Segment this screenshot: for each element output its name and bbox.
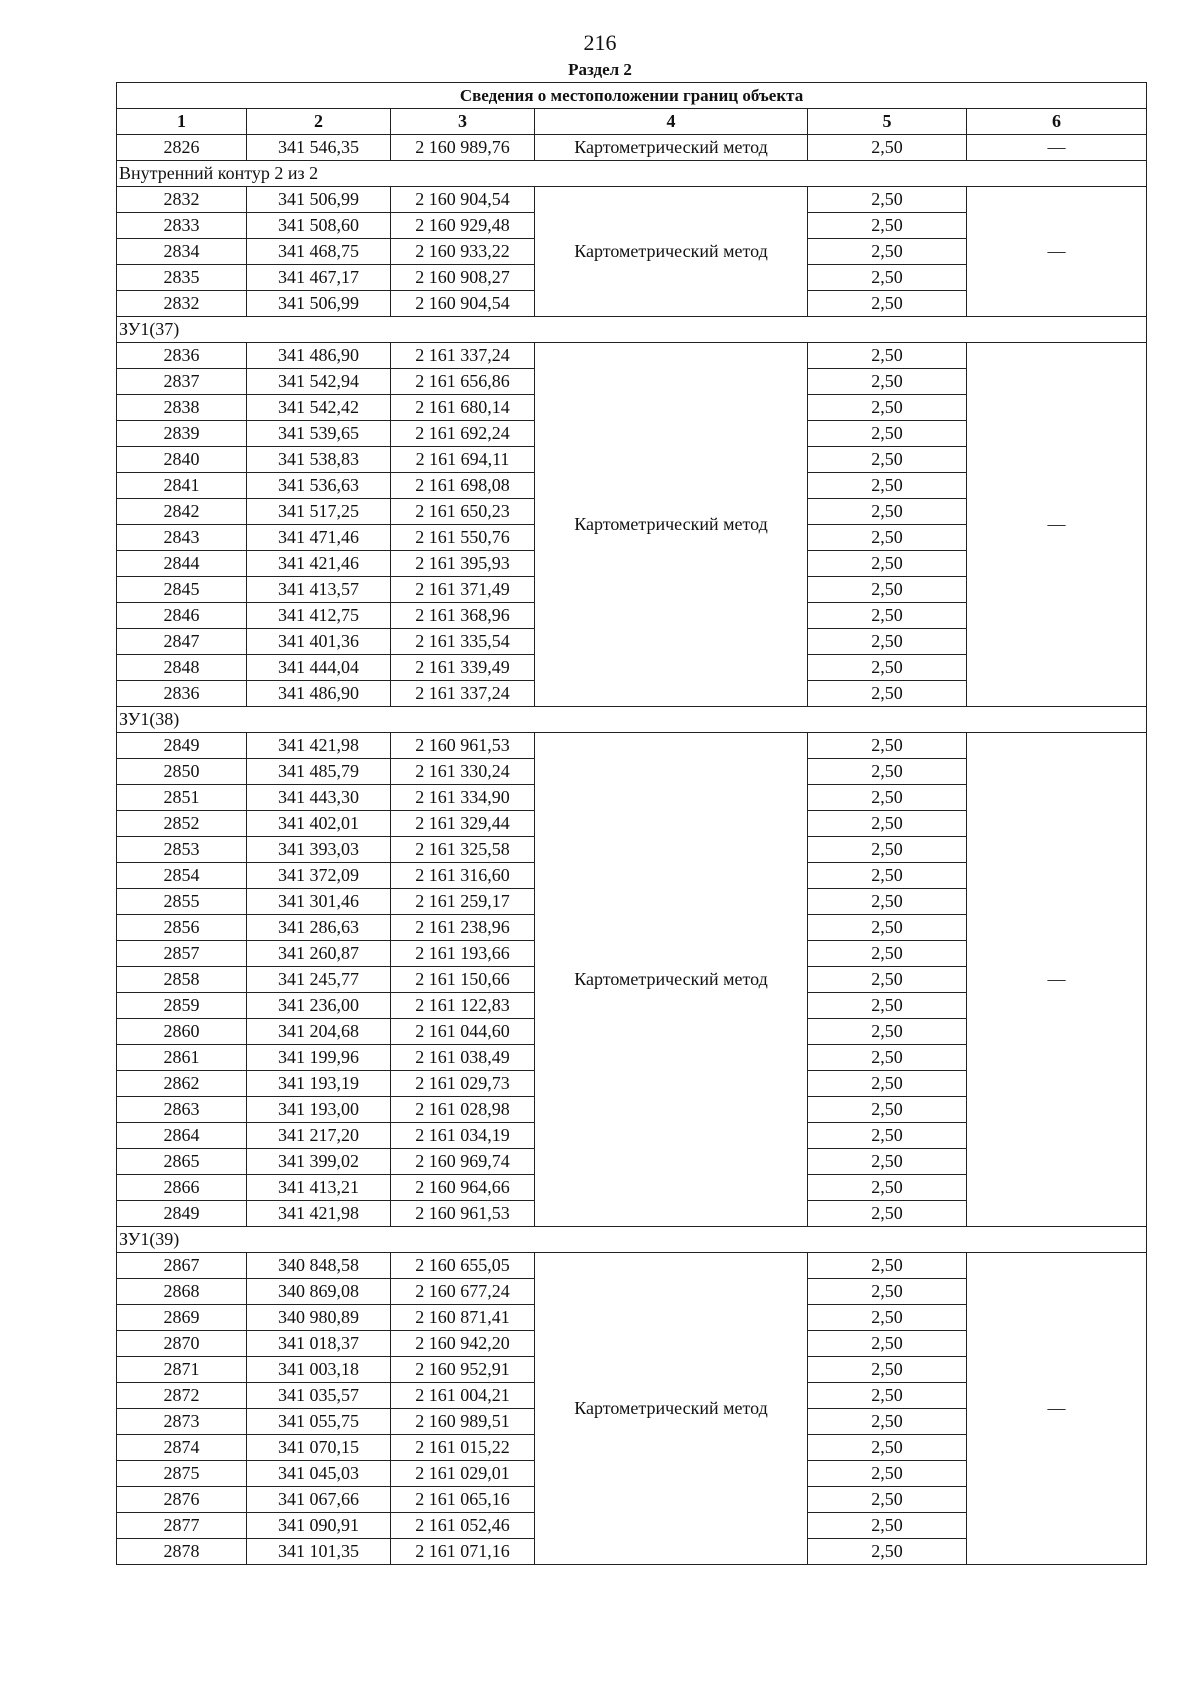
accuracy-cell: 2,50 xyxy=(808,213,967,239)
x-coordinate-cell: 341 193,00 xyxy=(247,1097,391,1123)
y-coordinate-cell: 2 161 337,24 xyxy=(391,343,535,369)
y-coordinate-cell: 2 161 694,11 xyxy=(391,447,535,473)
x-coordinate-cell: 341 443,30 xyxy=(247,785,391,811)
x-coordinate-cell: 341 546,35 xyxy=(247,135,391,161)
x-coordinate-cell: 341 090,91 xyxy=(247,1513,391,1539)
accuracy-cell: 2,50 xyxy=(808,759,967,785)
accuracy-cell: 2,50 xyxy=(808,1253,967,1279)
y-coordinate-cell: 2 161 371,49 xyxy=(391,577,535,603)
coordinates-table xyxy=(116,82,1147,1565)
y-coordinate-cell: 2 160 871,41 xyxy=(391,1305,535,1331)
accuracy-cell: 2,50 xyxy=(808,135,967,161)
accuracy-cell: 2,50 xyxy=(808,889,967,915)
x-coordinate-cell: 341 045,03 xyxy=(247,1461,391,1487)
x-coordinate-cell: 341 193,19 xyxy=(247,1071,391,1097)
x-coordinate-cell: 341 421,46 xyxy=(247,551,391,577)
accuracy-cell: 2,50 xyxy=(808,369,967,395)
point-number-cell: 2845 xyxy=(117,577,247,603)
accuracy-cell: 2,50 xyxy=(808,1461,967,1487)
point-number-cell: 2862 xyxy=(117,1071,247,1097)
method-cell: Картометрический метод xyxy=(535,187,808,317)
method-cell: Картометрический метод xyxy=(535,1253,808,1565)
y-coordinate-cell: 2 161 028,98 xyxy=(391,1097,535,1123)
accuracy-cell: 2,50 xyxy=(808,239,967,265)
accuracy-cell: 2,50 xyxy=(808,863,967,889)
accuracy-cell: 2,50 xyxy=(808,1539,967,1565)
point-number-cell: 2849 xyxy=(117,733,247,759)
x-coordinate-cell: 341 506,99 xyxy=(247,187,391,213)
y-coordinate-cell: 2 161 692,24 xyxy=(391,421,535,447)
y-coordinate-cell: 2 160 961,53 xyxy=(391,1201,535,1227)
y-coordinate-cell: 2 161 334,90 xyxy=(391,785,535,811)
point-number-cell: 2841 xyxy=(117,473,247,499)
point-number-cell: 2872 xyxy=(117,1383,247,1409)
table-row xyxy=(117,343,1147,369)
accuracy-cell: 2,50 xyxy=(808,681,967,707)
accuracy-cell: 2,50 xyxy=(808,1149,967,1175)
accuracy-cell: 2,50 xyxy=(808,577,967,603)
method-cell: Картометрический метод xyxy=(535,135,808,161)
point-number-cell: 2846 xyxy=(117,603,247,629)
y-coordinate-cell: 2 160 908,27 xyxy=(391,265,535,291)
point-number-cell: 2834 xyxy=(117,239,247,265)
y-coordinate-cell: 2 160 904,54 xyxy=(391,291,535,317)
point-number-cell: 2832 xyxy=(117,187,247,213)
y-coordinate-cell: 2 161 071,16 xyxy=(391,1539,535,1565)
table-title: Сведения о местоположении границ объекта xyxy=(117,83,1147,109)
x-coordinate-cell: 341 245,77 xyxy=(247,967,391,993)
method-cell: Картометрический метод xyxy=(535,343,808,707)
point-number-cell: 2844 xyxy=(117,551,247,577)
x-coordinate-cell: 341 393,03 xyxy=(247,837,391,863)
point-number-cell: 2836 xyxy=(117,681,247,707)
point-number-cell: 2852 xyxy=(117,811,247,837)
point-number-cell: 2861 xyxy=(117,1045,247,1071)
accuracy-cell: 2,50 xyxy=(808,1097,967,1123)
point-number-cell: 2851 xyxy=(117,785,247,811)
x-coordinate-cell: 341 260,87 xyxy=(247,941,391,967)
point-number-cell: 2860 xyxy=(117,1019,247,1045)
y-coordinate-cell: 2 161 680,14 xyxy=(391,395,535,421)
y-coordinate-cell: 2 161 029,01 xyxy=(391,1461,535,1487)
y-coordinate-cell: 2 161 238,96 xyxy=(391,915,535,941)
x-coordinate-cell: 341 055,75 xyxy=(247,1409,391,1435)
accuracy-cell: 2,50 xyxy=(808,733,967,759)
accuracy-cell: 2,50 xyxy=(808,447,967,473)
x-coordinate-cell: 341 506,99 xyxy=(247,291,391,317)
x-coordinate-cell: 341 018,37 xyxy=(247,1331,391,1357)
point-number-cell: 2878 xyxy=(117,1539,247,1565)
accuracy-cell: 2,50 xyxy=(808,421,967,447)
x-coordinate-cell: 341 401,36 xyxy=(247,629,391,655)
y-coordinate-cell: 2 161 330,24 xyxy=(391,759,535,785)
contour-label-row xyxy=(117,1227,1147,1253)
accuracy-cell: 2,50 xyxy=(808,837,967,863)
y-coordinate-cell: 2 160 952,91 xyxy=(391,1357,535,1383)
accuracy-cell: 2,50 xyxy=(808,1045,967,1071)
x-coordinate-cell: 341 471,46 xyxy=(247,525,391,551)
point-number-cell: 2864 xyxy=(117,1123,247,1149)
y-coordinate-cell: 2 161 316,60 xyxy=(391,863,535,889)
y-coordinate-cell: 2 160 964,66 xyxy=(391,1175,535,1201)
section-title: Раздел 2 xyxy=(568,60,632,79)
column-6-cell: — xyxy=(967,733,1147,1227)
x-coordinate-cell: 341 402,01 xyxy=(247,811,391,837)
table-row xyxy=(117,187,1147,213)
y-coordinate-cell: 2 161 329,44 xyxy=(391,811,535,837)
point-number-cell: 2875 xyxy=(117,1461,247,1487)
x-coordinate-cell: 341 286,63 xyxy=(247,915,391,941)
accuracy-cell: 2,50 xyxy=(808,655,967,681)
point-number-cell: 2833 xyxy=(117,213,247,239)
accuracy-cell: 2,50 xyxy=(808,473,967,499)
y-coordinate-cell: 2 161 656,86 xyxy=(391,369,535,395)
x-coordinate-cell: 341 467,17 xyxy=(247,265,391,291)
x-coordinate-cell: 340 848,58 xyxy=(247,1253,391,1279)
point-number-cell: 2869 xyxy=(117,1305,247,1331)
y-coordinate-cell: 2 160 655,05 xyxy=(391,1253,535,1279)
accuracy-cell: 2,50 xyxy=(808,967,967,993)
point-number-cell: 2837 xyxy=(117,369,247,395)
x-coordinate-cell: 341 067,66 xyxy=(247,1487,391,1513)
y-coordinate-cell: 2 161 150,66 xyxy=(391,967,535,993)
contour-label: ЗУ1(39) xyxy=(117,1227,1147,1253)
y-coordinate-cell: 2 161 034,19 xyxy=(391,1123,535,1149)
y-coordinate-cell: 2 161 259,17 xyxy=(391,889,535,915)
accuracy-cell: 2,50 xyxy=(808,915,967,941)
accuracy-cell: 2,50 xyxy=(808,187,967,213)
x-coordinate-cell: 341 542,94 xyxy=(247,369,391,395)
y-coordinate-cell: 2 160 961,53 xyxy=(391,733,535,759)
x-coordinate-cell: 341 199,96 xyxy=(247,1045,391,1071)
table-row xyxy=(117,733,1147,759)
accuracy-cell: 2,50 xyxy=(808,1305,967,1331)
accuracy-cell: 2,50 xyxy=(808,343,967,369)
point-number-cell: 2876 xyxy=(117,1487,247,1513)
x-coordinate-cell: 341 444,04 xyxy=(247,655,391,681)
x-coordinate-cell: 341 003,18 xyxy=(247,1357,391,1383)
page-number: 216 xyxy=(583,30,617,55)
y-coordinate-cell: 2 161 065,16 xyxy=(391,1487,535,1513)
accuracy-cell: 2,50 xyxy=(808,265,967,291)
point-number-cell: 2842 xyxy=(117,499,247,525)
point-number-cell: 2853 xyxy=(117,837,247,863)
x-coordinate-cell: 341 517,25 xyxy=(247,499,391,525)
x-coordinate-cell: 341 236,00 xyxy=(247,993,391,1019)
y-coordinate-cell: 2 161 335,54 xyxy=(391,629,535,655)
x-coordinate-cell: 341 486,90 xyxy=(247,343,391,369)
point-number-cell: 2866 xyxy=(117,1175,247,1201)
y-coordinate-cell: 2 161 193,66 xyxy=(391,941,535,967)
point-number-cell: 2849 xyxy=(117,1201,247,1227)
y-coordinate-cell: 2 161 339,49 xyxy=(391,655,535,681)
point-number-cell: 2836 xyxy=(117,343,247,369)
point-number-cell: 2857 xyxy=(117,941,247,967)
y-coordinate-cell: 2 161 395,93 xyxy=(391,551,535,577)
column-6-cell: — xyxy=(967,187,1147,317)
x-coordinate-cell: 340 869,08 xyxy=(247,1279,391,1305)
accuracy-cell: 2,50 xyxy=(808,525,967,551)
accuracy-cell: 2,50 xyxy=(808,1123,967,1149)
y-coordinate-cell: 2 161 052,46 xyxy=(391,1513,535,1539)
point-number-cell: 2832 xyxy=(117,291,247,317)
x-coordinate-cell: 341 539,65 xyxy=(247,421,391,447)
accuracy-cell: 2,50 xyxy=(808,499,967,525)
point-number-cell: 2839 xyxy=(117,421,247,447)
x-coordinate-cell: 341 542,42 xyxy=(247,395,391,421)
point-number-cell: 2863 xyxy=(117,1097,247,1123)
accuracy-cell: 2,50 xyxy=(808,1019,967,1045)
accuracy-cell: 2,50 xyxy=(808,291,967,317)
y-coordinate-cell: 2 160 933,22 xyxy=(391,239,535,265)
point-number-cell: 2877 xyxy=(117,1513,247,1539)
column-6-cell: — xyxy=(967,343,1147,707)
column-header-4: 4 xyxy=(535,109,808,135)
point-number-cell: 2847 xyxy=(117,629,247,655)
point-number-cell: 2850 xyxy=(117,759,247,785)
y-coordinate-cell: 2 161 029,73 xyxy=(391,1071,535,1097)
point-number-cell: 2858 xyxy=(117,967,247,993)
contour-label-row xyxy=(117,707,1147,733)
y-coordinate-cell: 2 161 337,24 xyxy=(391,681,535,707)
point-number-cell: 2838 xyxy=(117,395,247,421)
y-coordinate-cell: 2 161 325,58 xyxy=(391,837,535,863)
method-cell: Картометрический метод xyxy=(535,733,808,1227)
accuracy-cell: 2,50 xyxy=(808,941,967,967)
y-coordinate-cell: 2 161 004,21 xyxy=(391,1383,535,1409)
x-coordinate-cell: 341 399,02 xyxy=(247,1149,391,1175)
point-number-cell: 2868 xyxy=(117,1279,247,1305)
x-coordinate-cell: 341 486,90 xyxy=(247,681,391,707)
accuracy-cell: 2,50 xyxy=(808,1201,967,1227)
x-coordinate-cell: 341 204,68 xyxy=(247,1019,391,1045)
x-coordinate-cell: 341 301,46 xyxy=(247,889,391,915)
table-row xyxy=(117,1253,1147,1279)
x-coordinate-cell: 341 413,57 xyxy=(247,577,391,603)
accuracy-cell: 2,50 xyxy=(808,785,967,811)
x-coordinate-cell: 341 101,35 xyxy=(247,1539,391,1565)
x-coordinate-cell: 341 412,75 xyxy=(247,603,391,629)
accuracy-cell: 2,50 xyxy=(808,395,967,421)
table-title-row xyxy=(117,83,1147,109)
accuracy-cell: 2,50 xyxy=(808,1435,967,1461)
column-header-5: 5 xyxy=(808,109,967,135)
point-number-cell: 2835 xyxy=(117,265,247,291)
point-number-cell: 2854 xyxy=(117,863,247,889)
x-coordinate-cell: 341 035,57 xyxy=(247,1383,391,1409)
accuracy-cell: 2,50 xyxy=(808,1487,967,1513)
point-number-cell: 2873 xyxy=(117,1409,247,1435)
x-coordinate-cell: 341 217,20 xyxy=(247,1123,391,1149)
contour-label-row xyxy=(117,161,1147,187)
x-coordinate-cell: 341 538,83 xyxy=(247,447,391,473)
point-number-cell: 2874 xyxy=(117,1435,247,1461)
y-coordinate-cell: 2 161 122,83 xyxy=(391,993,535,1019)
accuracy-cell: 2,50 xyxy=(808,1175,967,1201)
table-row xyxy=(117,135,1147,161)
accuracy-cell: 2,50 xyxy=(808,811,967,837)
column-6-cell: — xyxy=(967,135,1147,161)
accuracy-cell: 2,50 xyxy=(808,1513,967,1539)
accuracy-cell: 2,50 xyxy=(808,603,967,629)
y-coordinate-cell: 2 160 942,20 xyxy=(391,1331,535,1357)
y-coordinate-cell: 2 161 044,60 xyxy=(391,1019,535,1045)
accuracy-cell: 2,50 xyxy=(808,1357,967,1383)
point-number-cell: 2826 xyxy=(117,135,247,161)
point-number-cell: 2848 xyxy=(117,655,247,681)
accuracy-cell: 2,50 xyxy=(808,629,967,655)
point-number-cell: 2865 xyxy=(117,1149,247,1175)
y-coordinate-cell: 2 161 368,96 xyxy=(391,603,535,629)
point-number-cell: 2867 xyxy=(117,1253,247,1279)
x-coordinate-cell: 341 536,63 xyxy=(247,473,391,499)
column-6-cell: — xyxy=(967,1253,1147,1565)
point-number-cell: 2855 xyxy=(117,889,247,915)
y-coordinate-cell: 2 161 550,76 xyxy=(391,525,535,551)
point-number-cell: 2840 xyxy=(117,447,247,473)
accuracy-cell: 2,50 xyxy=(808,1279,967,1305)
contour-label: ЗУ1(38) xyxy=(117,707,1147,733)
accuracy-cell: 2,50 xyxy=(808,993,967,1019)
column-header-1: 1 xyxy=(117,109,247,135)
x-coordinate-cell: 341 485,79 xyxy=(247,759,391,785)
x-coordinate-cell: 341 372,09 xyxy=(247,863,391,889)
y-coordinate-cell: 2 160 929,48 xyxy=(391,213,535,239)
y-coordinate-cell: 2 161 698,08 xyxy=(391,473,535,499)
point-number-cell: 2870 xyxy=(117,1331,247,1357)
contour-label-row xyxy=(117,317,1147,343)
point-number-cell: 2859 xyxy=(117,993,247,1019)
contour-label: Внутренний контур 2 из 2 xyxy=(117,161,1147,187)
y-coordinate-cell: 2 161 038,49 xyxy=(391,1045,535,1071)
accuracy-cell: 2,50 xyxy=(808,1383,967,1409)
y-coordinate-cell: 2 161 015,22 xyxy=(391,1435,535,1461)
x-coordinate-cell: 341 421,98 xyxy=(247,733,391,759)
column-header-3: 3 xyxy=(391,109,535,135)
contour-label: ЗУ1(37) xyxy=(117,317,1147,343)
y-coordinate-cell: 2 160 989,76 xyxy=(391,135,535,161)
x-coordinate-cell: 341 421,98 xyxy=(247,1201,391,1227)
y-coordinate-cell: 2 160 677,24 xyxy=(391,1279,535,1305)
table-header-row xyxy=(117,109,1147,135)
y-coordinate-cell: 2 161 650,23 xyxy=(391,499,535,525)
accuracy-cell: 2,50 xyxy=(808,1071,967,1097)
y-coordinate-cell: 2 160 969,74 xyxy=(391,1149,535,1175)
accuracy-cell: 2,50 xyxy=(808,551,967,577)
y-coordinate-cell: 2 160 904,54 xyxy=(391,187,535,213)
x-coordinate-cell: 341 070,15 xyxy=(247,1435,391,1461)
x-coordinate-cell: 341 468,75 xyxy=(247,239,391,265)
x-coordinate-cell: 340 980,89 xyxy=(247,1305,391,1331)
y-coordinate-cell: 2 160 989,51 xyxy=(391,1409,535,1435)
point-number-cell: 2843 xyxy=(117,525,247,551)
x-coordinate-cell: 341 413,21 xyxy=(247,1175,391,1201)
accuracy-cell: 2,50 xyxy=(808,1331,967,1357)
accuracy-cell: 2,50 xyxy=(808,1409,967,1435)
column-header-6: 6 xyxy=(967,109,1147,135)
point-number-cell: 2856 xyxy=(117,915,247,941)
x-coordinate-cell: 341 508,60 xyxy=(247,213,391,239)
point-number-cell: 2871 xyxy=(117,1357,247,1383)
column-header-2: 2 xyxy=(247,109,391,135)
